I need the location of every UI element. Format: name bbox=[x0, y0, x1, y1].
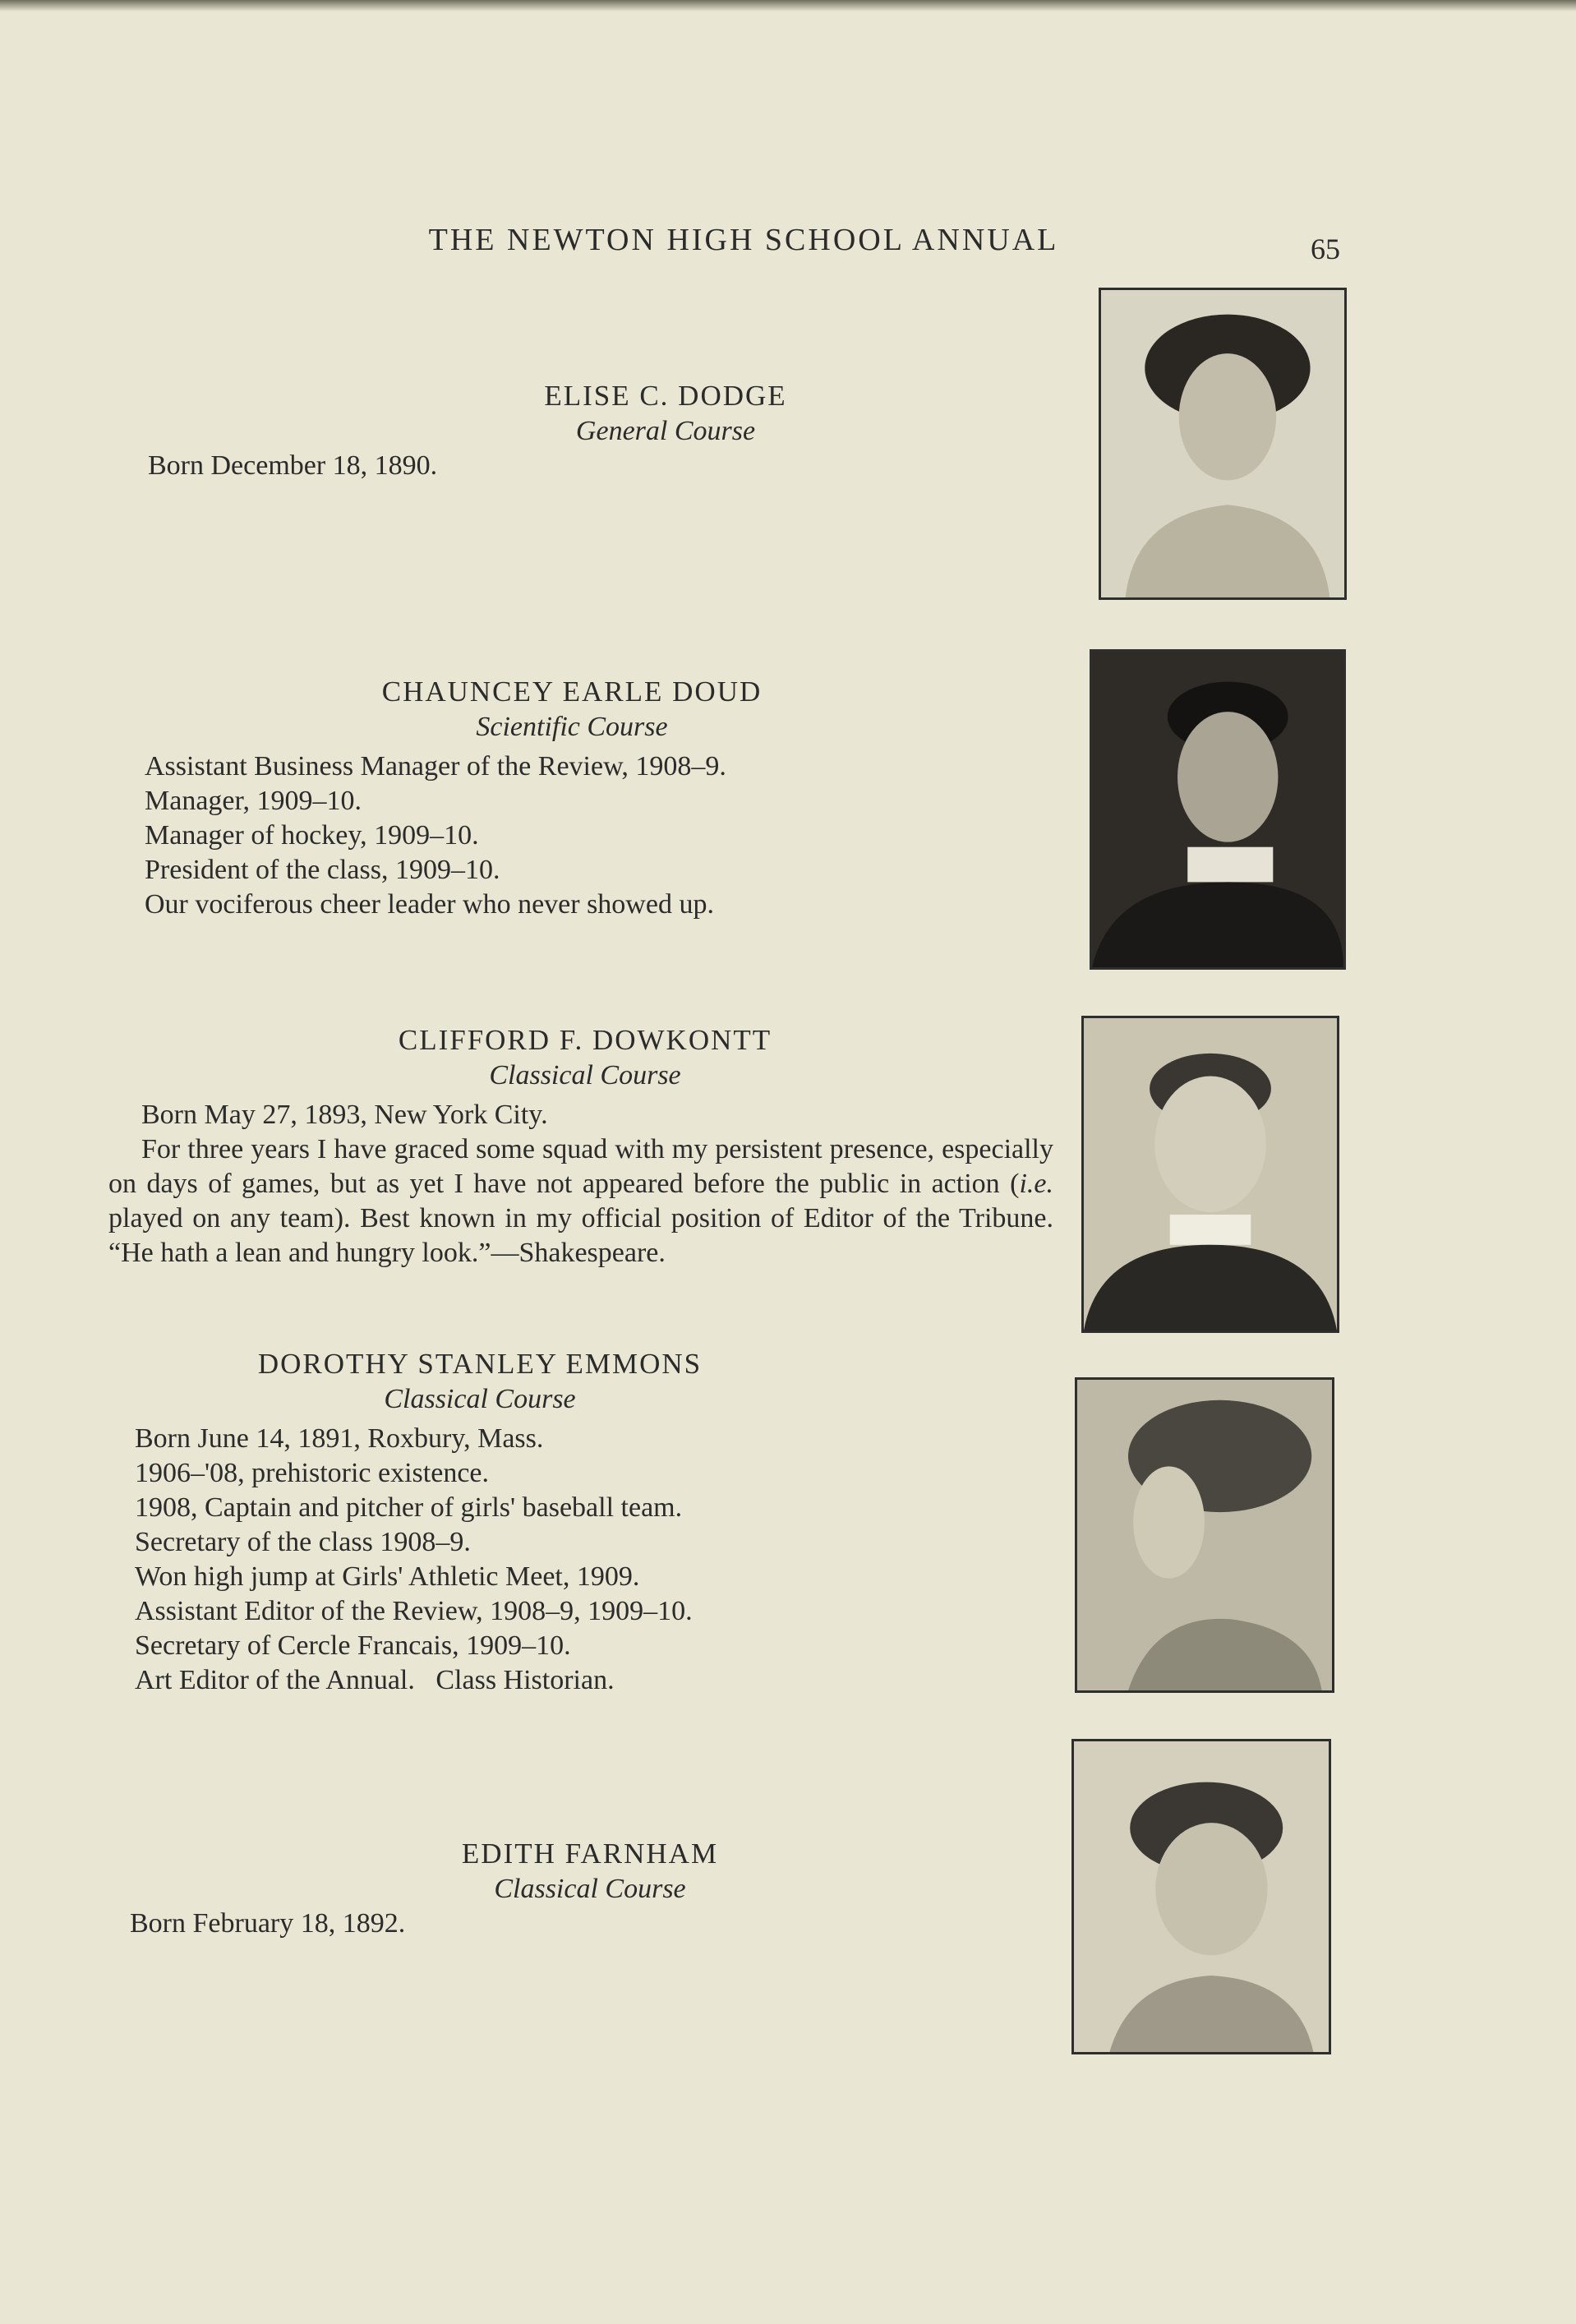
student-name: ELISE C. DODGE bbox=[544, 380, 787, 412]
entry-line: Manager of hockey, 1909–10. bbox=[145, 820, 479, 851]
entry-dowkontt bbox=[108, 1024, 1053, 1270]
student-course: General Course bbox=[575, 416, 756, 446]
student-name: CLIFFORD F. DOWKONTT bbox=[398, 1024, 772, 1056]
entry-paragraph bbox=[108, 1132, 1053, 1270]
student-course: Scientific Course bbox=[476, 712, 668, 742]
entry-line: 1906–'08, prehistoric existence. bbox=[135, 1458, 490, 1488]
entry-line: Secretary of the class 1908–9. bbox=[135, 1527, 471, 1557]
entry-line: Born February 18, 1892. bbox=[130, 1908, 406, 1939]
portrait-photo bbox=[1075, 1377, 1334, 1693]
student-course: Classical Course bbox=[494, 1874, 686, 1904]
running-title: THE NEWTON HIGH SCHOOL ANNUAL bbox=[428, 223, 1059, 257]
entry-emmons bbox=[135, 1348, 956, 1698]
entry-line: Won high jump at Girls' Athletic Meet, 1909. bbox=[135, 1561, 640, 1592]
portrait-photo bbox=[1090, 649, 1346, 970]
portrait-photo bbox=[1081, 1016, 1339, 1333]
entry-line: Secretary of Cercle Francais, 1909–10. bbox=[135, 1630, 571, 1661]
portrait-photo bbox=[1099, 288, 1347, 600]
entry-farnham bbox=[130, 1838, 952, 1941]
entry-line: Born December 18, 1890. bbox=[148, 450, 438, 481]
entry-doud bbox=[145, 676, 1048, 922]
entry-line: President of the class, 1909–10. bbox=[145, 855, 500, 885]
entry-line: Art Editor of the Annual. Class Historian. bbox=[135, 1665, 615, 1695]
paragraph-italic: i.e. bbox=[1019, 1169, 1053, 1199]
entry-line: Manager, 1909–10. bbox=[145, 786, 362, 816]
entry-line: Assistant Editor of the Review, 1908–9, 1909–10. bbox=[135, 1596, 693, 1626]
page-edge-shadow bbox=[0, 0, 1576, 12]
entry-dodge bbox=[148, 380, 1035, 483]
entry-line: Our vociferous cheer leader who never showed up. bbox=[145, 889, 714, 920]
student-name: EDITH FARNHAM bbox=[461, 1838, 719, 1870]
paragraph-text: played on any team). Best known in my official position of Editor of the Tribune. “He hath a lean and hungry look.”—Shakespeare. bbox=[108, 1203, 1053, 1268]
entry-line: 1908, Captain and pitcher of girls' baseball team. bbox=[135, 1492, 683, 1523]
student-name: CHAUNCEY EARLE DOUD bbox=[381, 676, 763, 708]
paragraph-text: For three years I have graced some squad with my persistent presence, especially on days of games, but as yet I have not appeared before the public in action ( bbox=[108, 1134, 1053, 1199]
page-number: 65 bbox=[1311, 233, 1340, 265]
student-name: DOROTHY STANLEY EMMONS bbox=[257, 1348, 703, 1380]
student-course: Classical Course bbox=[384, 1384, 576, 1414]
entry-line: Born May 27, 1893, New York City. bbox=[141, 1100, 548, 1130]
portrait-photo bbox=[1071, 1739, 1331, 2054]
student-course: Classical Course bbox=[489, 1060, 681, 1091]
entry-line: Assistant Business Manager of the Review, 1908–9. bbox=[145, 751, 726, 782]
entry-line: Born June 14, 1891, Roxbury, Mass. bbox=[135, 1423, 544, 1454]
page-header bbox=[0, 222, 1576, 263]
